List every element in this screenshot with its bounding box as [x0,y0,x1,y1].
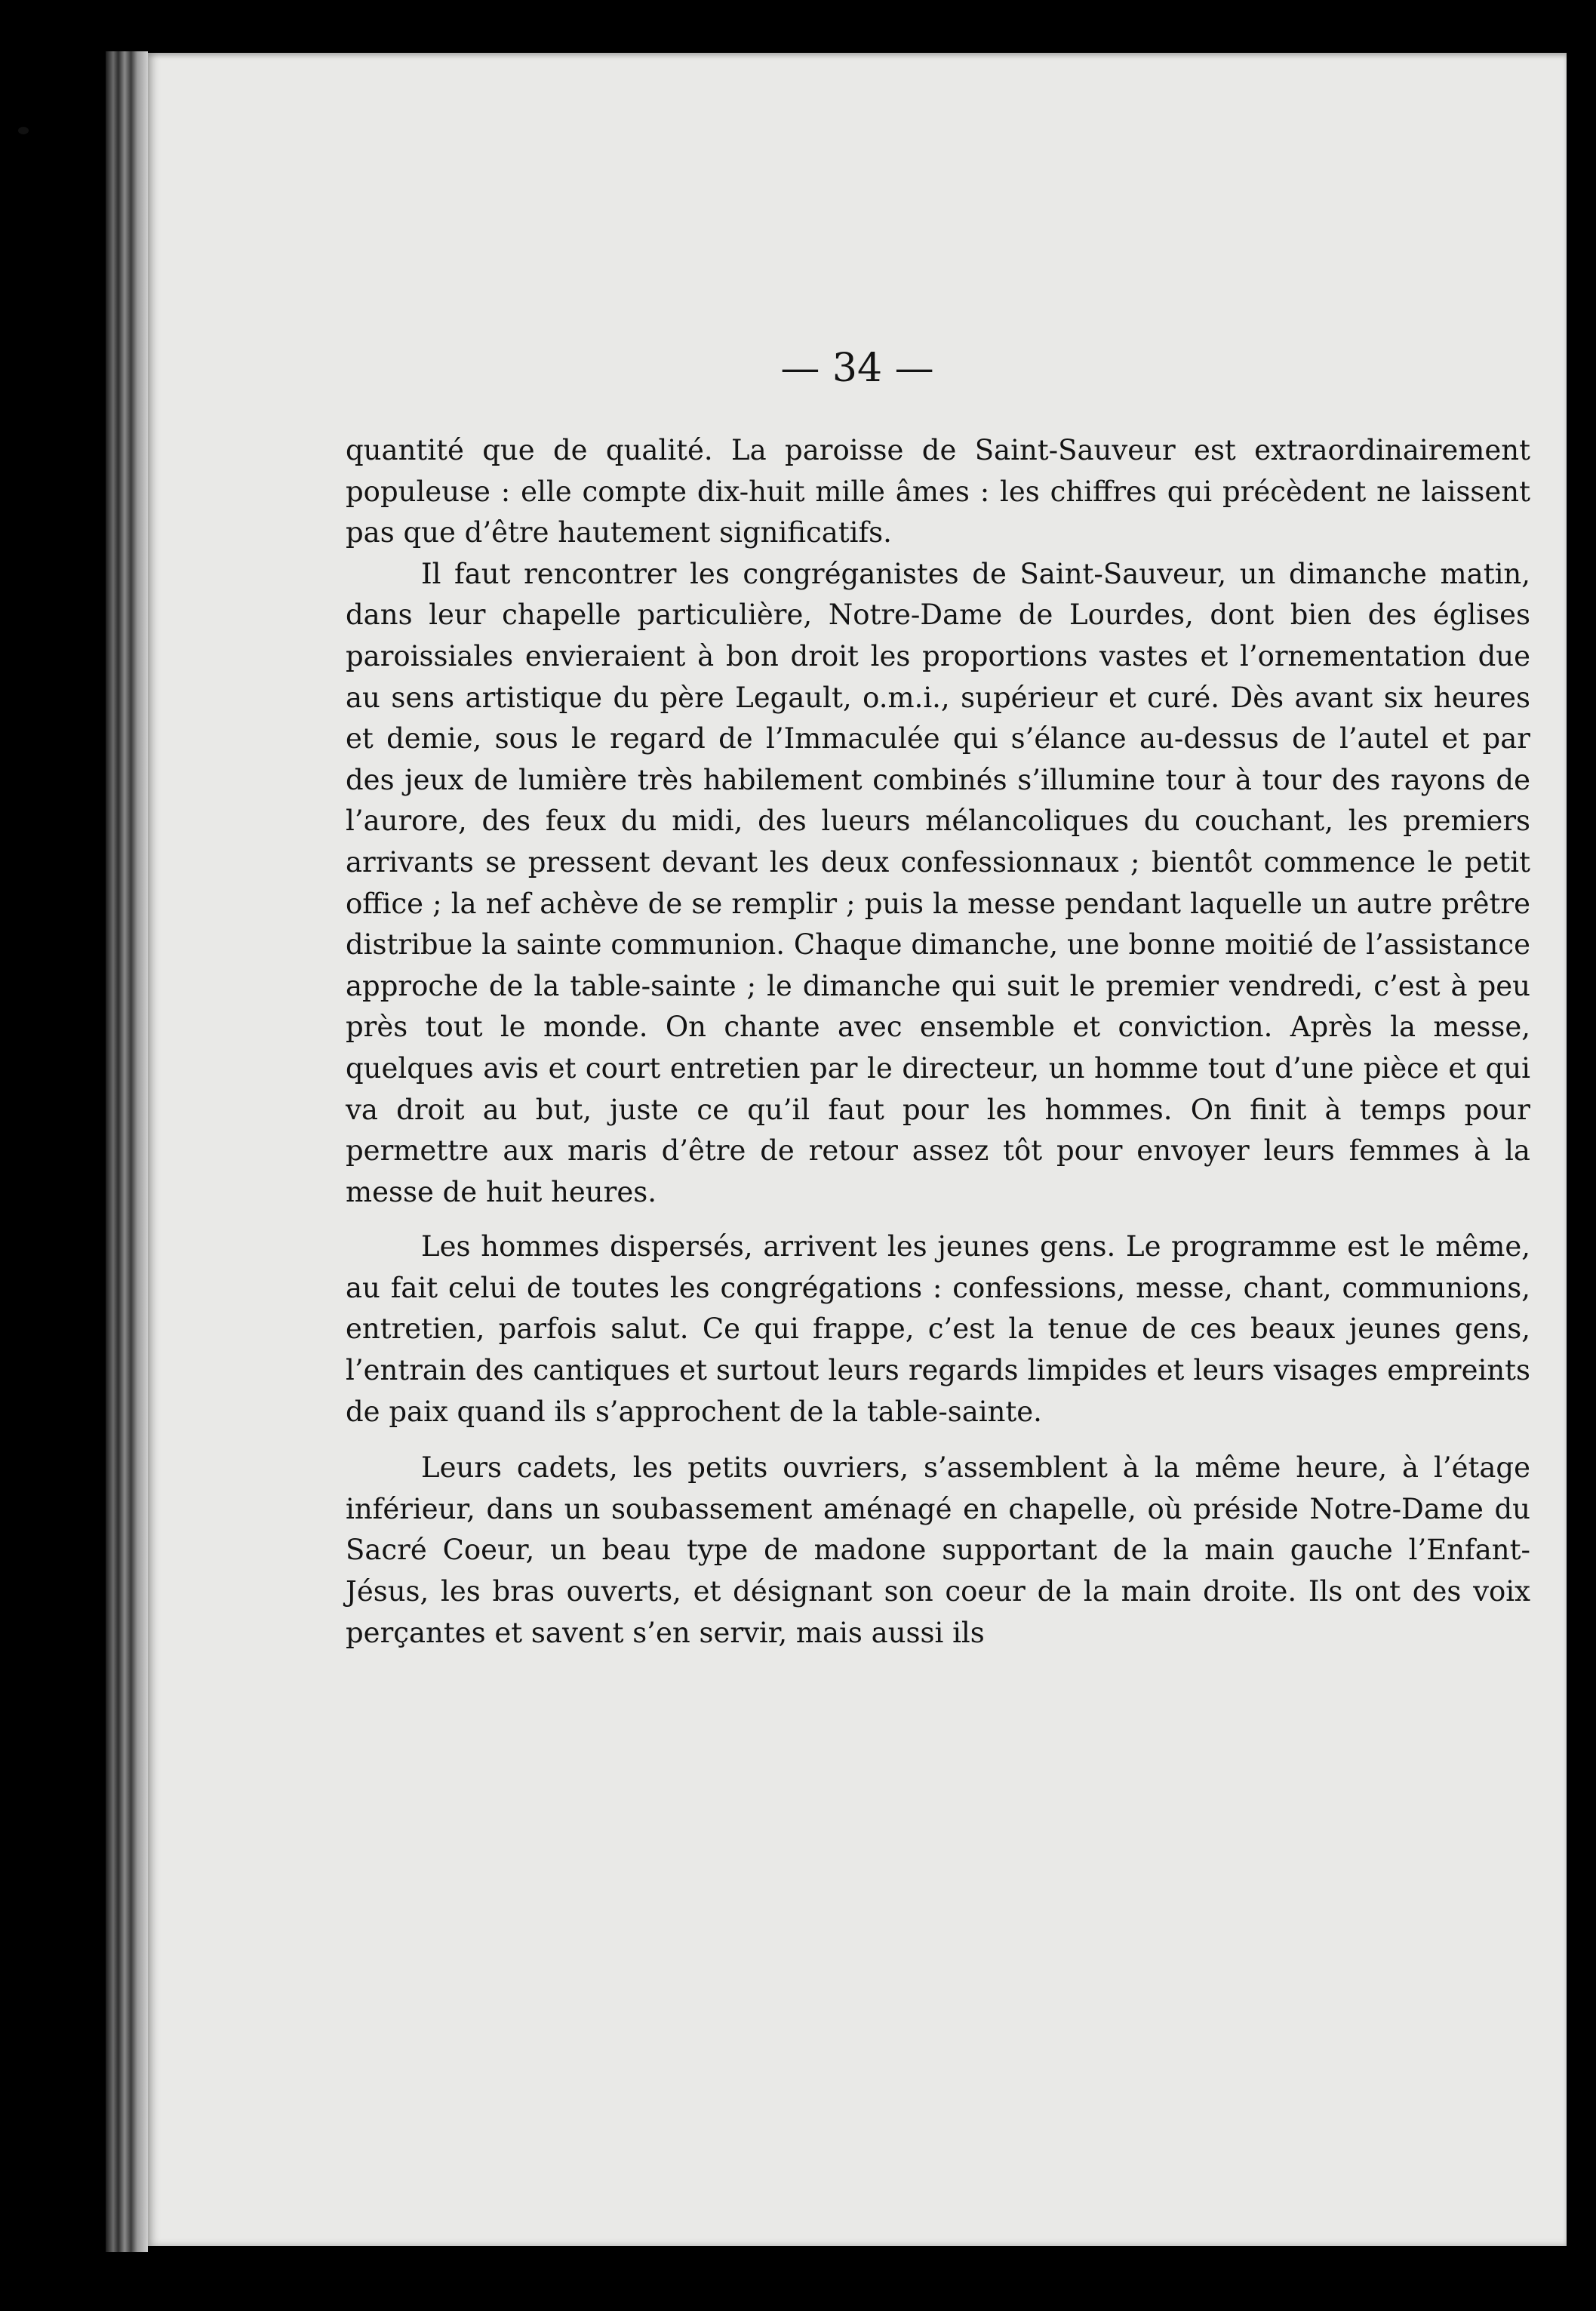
book-binding-edge [106,51,148,2252]
paragraph-3: Les hommes dispersés, arrivent les jeunes gens. Le programme est le même, au fait celui de toutes les congrégations : confessions, messe, chant, communions, entretien, parfois salut. Ce qui frappe, c’est la tenue de ces beaux jeunes gens, l’entrain des cantiques et surtout leurs regards limpides et leurs visages empreints de paix quand ils s’approchent de la table-sainte. [346,1230,1530,1428]
scan-speck [18,127,29,134]
book-page [148,53,1567,2246]
paragraph-1: quantité que de qualité. La paroisse de Saint-Sauveur est extraordinairement populeuse : elle compte dix-huit mille âmes : les chiffres qui précèdent ne laissent pas que d’être hautement significatifs. [346,434,1530,549]
page-number: — 34 — [780,346,934,391]
body-text [346,430,1530,1654]
paragraph-2: Il faut rencontrer les congréganistes de Saint-Sauveur, un dimanche matin, dans leur chapelle particulière, Notre-Dame de Lourdes, dont bien des églises paroissiales envieraient à bon droit les proportions vastes et l’ornementation due au sens artistique du père Legault, o.m.i., supérieur et curé. Dès avant six heures et demie, sous le regard de l’Immaculée qui s’élance au-dessus de l’autel et par des jeux de lumière très habilement combinés s’illumine tour à tour des rayons de l’aurore, des feux du midi, des lueurs mélancoliques du couchant, les premiers arrivants se pressent devant les deux confessionnaux ; bientôt commence le petit office ; la nef achève de se remplir ; puis la messe pendant laquelle un autre prêtre distribue la sainte communion. Chaque dimanche, une bonne moitié de l’assistance approche de la table-sainte ; le dimanche qui suit le premier vendredi, c’est à peu près tout le monde. On chante avec ensemble et conviction. Après la messe, quelques avis et court entretien par le directeur, un homme tout d’une pièce et qui va droit au but, juste ce qu’il faut pour les hommes. On finit à temps pour permettre aux maris d’être de retour assez tôt pour envoyer leurs femmes à la messe de huit heures. [346,557,1530,1208]
paragraph-4: Leurs cadets, les petits ouvriers, s’assemblent à la même heure, à l’étage inférieur, dans un soubassement aménagé en chapelle, où préside Notre-Dame du Sacré Coeur, un beau type de madone supportant de la main gauche l’Enfant-Jésus, les bras ouverts, et désignant son coeur de la main droite. Ils ont des voix perçantes et savent s’en servir, mais aussi ils [346,1451,1530,1649]
